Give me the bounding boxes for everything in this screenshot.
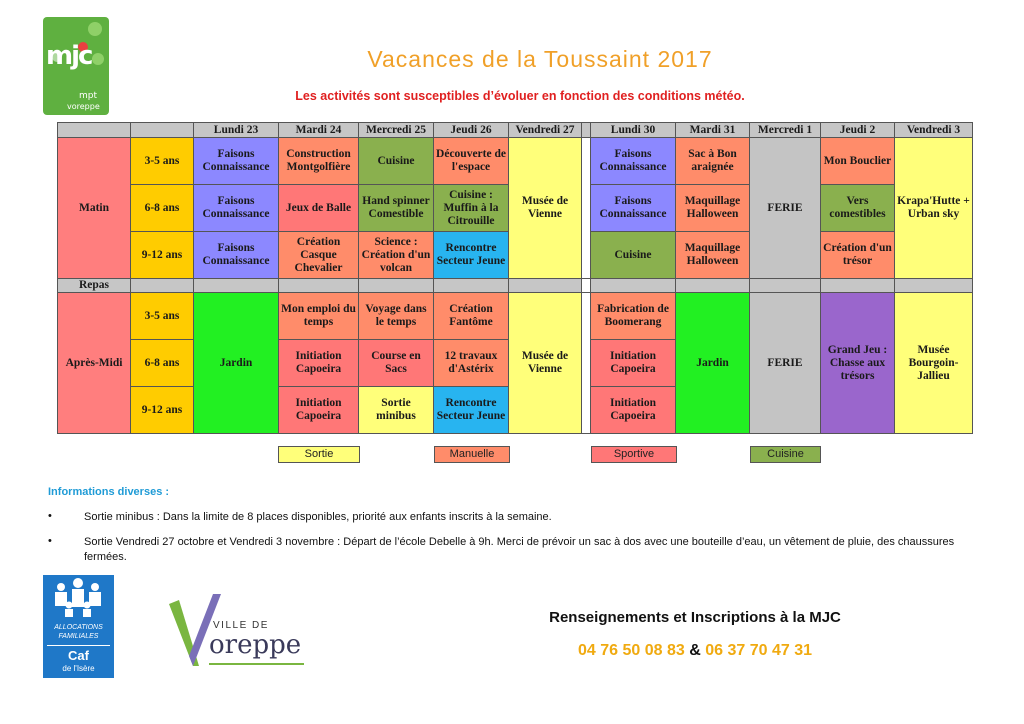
lunch-gap: [676, 279, 750, 293]
activity-cell: Science : Création d'un volcan: [359, 232, 434, 279]
activity-cell: Initiation Capoeira: [279, 340, 359, 387]
bullet-icon: •: [48, 510, 52, 522]
activity-cell: Musée de Vienne: [509, 138, 582, 279]
activity-cell: Voyage dans le temps: [359, 293, 434, 340]
caf-logo-figures: [43, 575, 114, 619]
info-heading: Informations diverses :: [48, 486, 170, 498]
caf-line2: FAMILIALES: [58, 633, 99, 640]
activity-cell: Musée Bourgoin-Jallieu: [895, 293, 973, 434]
activity-cell: Vers comestibles: [821, 185, 895, 232]
mjc-logo-mpt: mpt: [79, 91, 98, 101]
lunch-gap: [509, 279, 582, 293]
contact-title: Renseignements et Inscriptions à la MJC: [549, 609, 841, 626]
age-label: 6-8 ans: [131, 185, 194, 232]
activity-cell: Fabrication de Boomerang: [591, 293, 676, 340]
day-header: Mercredi 25: [359, 123, 434, 138]
period-label-afternoon: Après-Midi: [58, 293, 131, 434]
activity-cell: Course en Sacs: [359, 340, 434, 387]
activity-cell: Sortie minibus: [359, 387, 434, 434]
activity-cell: Initiation Capoeira: [591, 340, 676, 387]
header-row: [58, 123, 973, 138]
day-header: Mardi 31: [676, 123, 750, 138]
lunch-gap: [279, 279, 359, 293]
age-label: 6-8 ans: [131, 340, 194, 387]
info-bullet-text: Sortie Vendredi 27 octobre et Vendredi 3 novembre : Départ de l’école Debelle à 9h. Merci de prévoir un sac à dos avec une bouteille d’eau, un vêtement de pluie, des chaussures fermées.: [84, 536, 955, 563]
caf-divider: [47, 645, 110, 646]
activity-cell: Rencontre Secteur Jeune: [434, 387, 509, 434]
week-separator: [582, 293, 591, 434]
week-separator: [582, 279, 591, 293]
week-separator: [582, 138, 591, 279]
header-blank: [131, 123, 194, 138]
day-header: Vendredi 27: [509, 123, 582, 138]
caf-line3: Caf: [68, 648, 89, 663]
activity-cell: Cuisine : Muffin à la Citrouille: [434, 185, 509, 232]
day-header: Lundi 23: [194, 123, 279, 138]
legend-manuelle: Manuelle: [434, 446, 510, 463]
activity-cell: Faisons Connaissance: [194, 138, 279, 185]
activity-cell: Rencontre Secteur Jeune: [434, 232, 509, 279]
morning-row-3-5: [58, 138, 973, 185]
header-blank: [58, 123, 131, 138]
activity-cell: Musée de Vienne: [509, 293, 582, 434]
lunch-gap: [359, 279, 434, 293]
caf-line4: de l'Isère: [62, 664, 95, 673]
voreppe-underline: [209, 663, 304, 665]
day-header: Mardi 24: [279, 123, 359, 138]
page-title: Vacances de la Toussaint 2017: [367, 46, 713, 72]
activity-cell: Jeux de Balle: [279, 185, 359, 232]
info-bullet-text: Sortie minibus : Dans la limite de 8 places disponibles, priorité aux enfants inscrits à la semaine.: [84, 511, 552, 523]
activity-cell: Maquillage Halloween: [676, 232, 750, 279]
age-label: 3-5 ans: [131, 138, 194, 185]
period-label-lunch: Repas: [58, 279, 131, 293]
mjc-logo-voreppe: voreppe: [67, 102, 100, 111]
lunch-gap: [750, 279, 821, 293]
lunch-row: [58, 279, 973, 293]
activity-cell: Krapa'Hutte + Urban sky: [895, 138, 973, 279]
voreppe-prefix: VILLE DE: [213, 620, 269, 631]
legend-cuisine: Cuisine: [750, 446, 821, 463]
activity-cell: Initiation Capoeira: [279, 387, 359, 434]
holiday-cell: FERIE: [750, 138, 821, 279]
holiday-cell: FERIE: [750, 293, 821, 434]
bullet-icon: •: [48, 535, 52, 547]
phone-number-1: 04 76 50 08 83: [578, 642, 685, 659]
activity-cell: Découverte de l'espace: [434, 138, 509, 185]
caf-logo: [43, 575, 114, 678]
legend-sportive: Sportive: [591, 446, 677, 463]
activity-cell: Grand Jeu : Chasse aux trésors: [821, 293, 895, 434]
lunch-gap: [821, 279, 895, 293]
lunch-gap: [131, 279, 194, 293]
activity-cell: Mon emploi du temps: [279, 293, 359, 340]
activity-cell: Faisons Connaissance: [591, 185, 676, 232]
caf-line1: ALLOCATIONS: [54, 624, 103, 631]
activity-cell: Création d'un trésor: [821, 232, 895, 279]
day-header: Jeudi 2: [821, 123, 895, 138]
activity-cell: Faisons Connaissance: [591, 138, 676, 185]
voreppe-name: oreppe: [209, 630, 302, 660]
day-header: Vendredi 3: [895, 123, 973, 138]
week-separator: [582, 123, 591, 138]
afternoon-row-3-5: [58, 293, 973, 340]
phone-number-2: 06 37 70 47 31: [705, 642, 812, 659]
activity-cell: Faisons Connaissance: [194, 185, 279, 232]
day-header: Jeudi 26: [434, 123, 509, 138]
page-subtitle: Les activités sont susceptibles d’évoluer en fonction des conditions météo.: [295, 89, 745, 103]
activity-cell: Hand spinner Comestible: [359, 185, 434, 232]
mjc-logo-letters: mjc: [46, 41, 92, 71]
mjc-logo: [43, 17, 109, 115]
activity-cell: Initiation Capoeira: [591, 387, 676, 434]
lunch-gap: [895, 279, 973, 293]
schedule-table: [57, 122, 973, 434]
age-label: 9-12 ans: [131, 387, 194, 434]
legend-sortie: Sortie: [278, 446, 360, 463]
activity-cell: 12 travaux d'Astérix: [434, 340, 509, 387]
day-header: Mercredi 1: [750, 123, 821, 138]
period-label-morning: Matin: [58, 138, 131, 279]
activity-cell: Sac à Bon araignée: [676, 138, 750, 185]
activity-cell: Mon Bouclier: [821, 138, 895, 185]
activity-cell: Cuisine: [359, 138, 434, 185]
age-label: 9-12 ans: [131, 232, 194, 279]
voreppe-logo: [165, 590, 310, 670]
activity-cell: Faisons Connaissance: [194, 232, 279, 279]
activity-cell: Jardin: [676, 293, 750, 434]
contact-phones: [500, 642, 890, 660]
lunch-gap: [434, 279, 509, 293]
activity-cell: Maquillage Halloween: [676, 185, 750, 232]
lunch-gap: [194, 279, 279, 293]
day-header: Lundi 30: [591, 123, 676, 138]
activity-cell: Création Casque Chevalier: [279, 232, 359, 279]
age-label: 3-5 ans: [131, 293, 194, 340]
activity-cell: Création Fantôme: [434, 293, 509, 340]
activity-cell: Jardin: [194, 293, 279, 434]
activity-cell: Construction Montgolfière: [279, 138, 359, 185]
lunch-gap: [591, 279, 676, 293]
phone-separator: &: [689, 642, 701, 659]
activity-cell: Cuisine: [591, 232, 676, 279]
